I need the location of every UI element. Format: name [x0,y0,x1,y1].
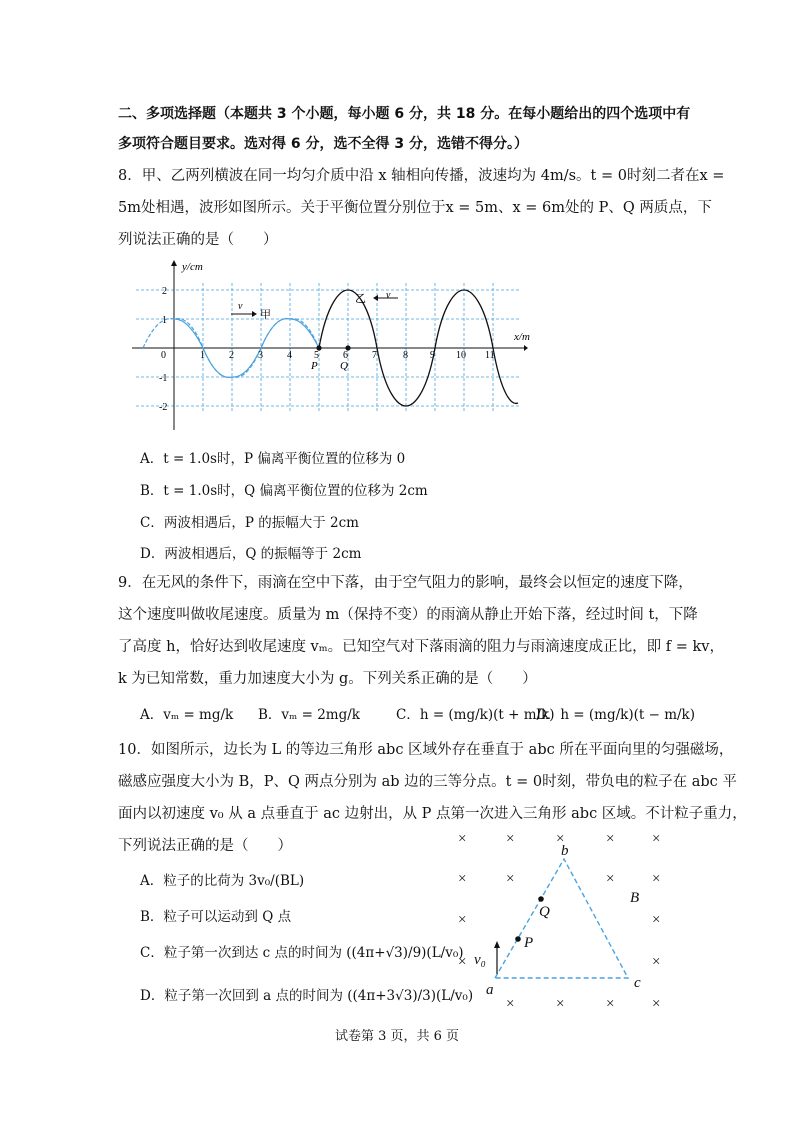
x-axis-label: x/m [514,331,530,343]
q10-stem-line-4: 下列说法正确的是（ ） [118,838,292,854]
q9-stem-line-3: 了高度 h，恰好达到收尾速度 vₘ。已知空气对下落雨滴的阻力与雨滴速度成正比，即 f = kv， [118,639,724,655]
x-tick: 0 [161,350,166,361]
y-tick: -1 [159,373,168,384]
wave-graph [128,258,528,434]
y-axis-label: y/cm [182,261,203,273]
cross-mark: × [458,954,467,970]
cross-mark: × [606,996,615,1012]
x-tick: 1 [200,350,205,361]
x-tick: 5 [314,350,319,361]
cross-mark: × [606,871,615,887]
cross-mark: × [506,871,515,887]
q10-option-c: C．粒子第一次到达 c 点的时间为 ((4π+√3)/9)(L/v₀) [140,945,464,961]
magnetic-field-figure [440,826,680,1016]
q8-option-d: D．两波相遇后，Q 的振幅等于 2cm [140,546,362,562]
x-tick: 9 [430,350,435,361]
page-footer: 试卷第 3 页，共 6 页 [334,1029,460,1044]
x-tick: 7 [372,350,377,361]
q9-option-d: D．h = (mg/k)(t − m/k) [536,707,696,723]
v-label-jia: v [238,301,243,312]
cross-mark: × [506,831,515,847]
point-q [538,896,544,902]
q9-stem-line-4: k 为已知常数，重力加速度大小为 g。下列关系正确的是（ ） [118,671,537,687]
x-tick: 11 [485,350,495,361]
y-tick: 1 [162,315,167,326]
cross-mark: × [556,831,565,847]
cross-mark: × [506,996,515,1012]
wave-jia-label: 甲 [260,309,271,321]
label-c: c [634,975,641,991]
x-tick: 10 [456,350,466,361]
v-label-yi: v [386,290,391,301]
q10-option-b: B．粒子可以运动到 Q 点 [140,909,292,925]
q9-option-b: B．vₘ = 2mg/k [258,707,360,723]
q10-stem-line-1: 10．如图所示，边长为 L 的等边三角形 abc 区域外存在垂直于 abc 所在平面向里的匀强磁场， [118,742,734,758]
q9-option-a: A．vₘ = mg/k [140,707,234,723]
y-tick: -2 [159,402,168,413]
q8-stem-line-3: 列说法正确的是（ ） [118,232,278,248]
cross-mark: × [556,996,565,1012]
section-header-line-2: 多项符合题目要求。选对得 6 分，选不全得 3 分，选错不得分。） [118,136,528,152]
cross-mark: × [652,996,661,1012]
wave-yi-label: 乙 [355,293,366,305]
q8-stem-line-2: 5m处相遇，波形如图所示。关于平衡位置分别位于x = 5m、x = 6m处的 P、Q 两质点，下 [118,200,712,216]
x-tick: 8 [403,350,408,361]
x-tick: 6 [343,350,348,361]
x-tick: 2 [229,350,234,361]
q10-stem-line-3: 面内以初速度 v₀ 从 a 点垂直于 ac 边射出，从 P 点第一次进入三角形 abc 区域。不计粒子重力， [118,806,747,822]
section-header-line-1: 二、多项选择题（本题共 3 个小题，每小题 6 分，共 18 分。在每小题给出的四个选项中有 [118,106,691,122]
cross-mark: × [652,831,661,847]
label-a: a [486,982,494,998]
cross-mark: × [652,954,661,970]
label-p: P [524,935,534,951]
q8-option-a: A．t = 1.0s时，P 偏离平衡位置的位移为 0 [140,451,406,467]
point-p [515,936,521,942]
label-v0: v₀ [474,952,486,968]
q8-stem-line-1: 8．甲、乙两列横波在同一均匀介质中沿 x 轴相向传播，波速均为 4m/s。t = 0时刻二者在x = [118,168,725,184]
q9-option-c: C．h = (mg/k)(t + m/k) [396,707,555,723]
q9-stem-line-1: 9．在无风的条件下，雨滴在空中下落，由于空气阻力的影响，最终会以恒定的速度下降， [118,575,693,591]
q10-option-a: A．粒子的比荷为 3v₀/(BL) [140,873,305,889]
point-q-label: Q [340,360,348,372]
y-tick: 2 [162,286,167,297]
x-tick: 4 [287,350,292,361]
x-tick-labels [161,350,495,361]
q9-stem-line-2: 这个速度叫做收尾速度。质量为 m（保持不变）的雨滴从静止开始下落，经过时间 t，下降 [118,607,698,623]
x-tick: 3 [258,350,263,361]
cross-mark: × [652,912,661,928]
q8-option-b: B．t = 1.0s时，Q 偏离平衡位置的位移为 2cm [140,483,428,499]
cross-mark: × [458,871,467,887]
point-p-label: P [311,360,318,372]
q10-stem-line-2: 磁感应强度大小为 B，P、Q 两点分别为 ab 边的三等分点。t = 0时刻，带负电的粒子在 abc 平 [118,774,737,790]
q10-option-d: D．粒子第一次回到 a 点的时间为 ((4π+3√3)/3)(L/v₀) [140,988,474,1004]
cross-mark: × [652,871,661,887]
q8-option-c: C．两波相遇后，P 的振幅大于 2cm [140,515,359,531]
label-b: b [561,843,569,859]
cross-mark: × [458,831,467,847]
label-q: Q [539,904,550,920]
cross-mark: × [606,831,615,847]
label-field-b: B [630,890,640,906]
cross-mark: × [458,912,467,928]
